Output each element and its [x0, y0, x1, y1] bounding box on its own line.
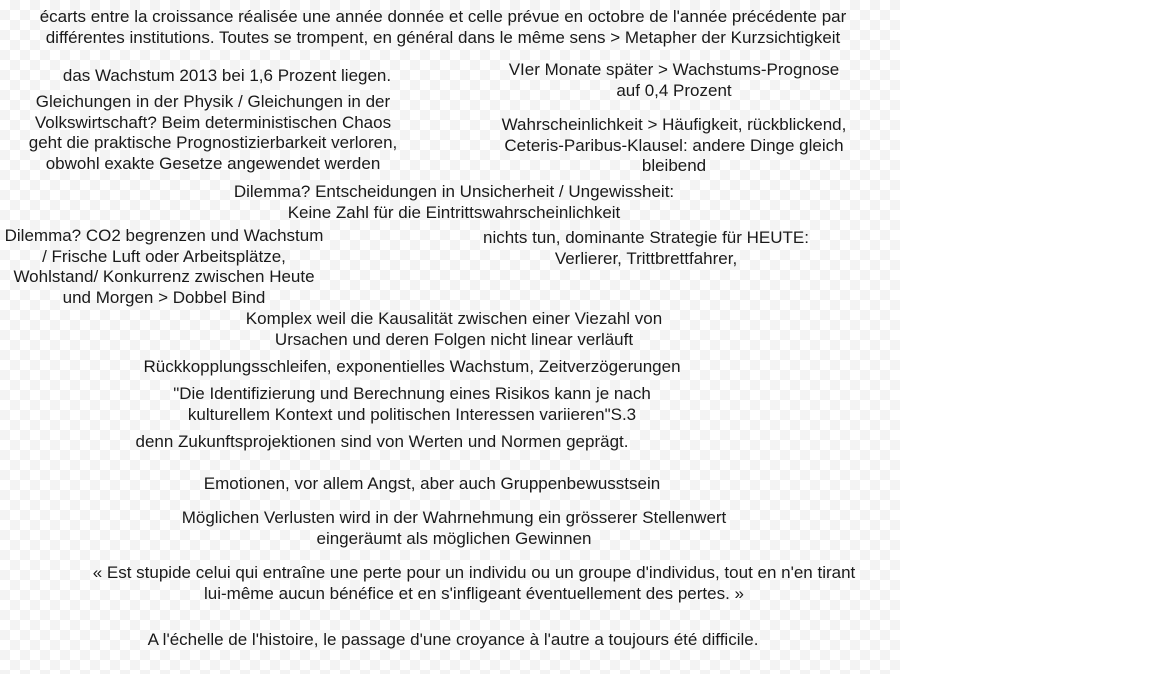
zukunft-note[interactable]: denn Zukunftsprojektionen sind von Werten und Normen geprägt. — [135, 432, 629, 451]
prognose-note[interactable]: VIer Monate später > Wachstums-Prognose auf 0,4 Prozent — [508, 60, 840, 100]
wahrscheinlichkeit-note[interactable]: Wahrscheinlichkeit > Häufigkeit, rückblickend, Ceteris-Paribus-Klausel: andere Dinge gleich bleibend — [501, 115, 847, 175]
rueckkopplung-note[interactable]: Rückkopplungsschleifen, exponentielles Wachstum, Zeitverzögerungen — [143, 357, 681, 376]
ecarts-note[interactable]: écarts entre la croissance réalisée une année donnée et celle prévue en octobre de l'année précédente par différentes institutions. Toutes se trompent, en général dans le même sens > Metapher der Kurzsichtigkeit — [39, 7, 847, 47]
dilemma-unsicherheit-note[interactable]: Dilemma? Entscheidungen in Unsicherheit / Ungewissheit: Keine Zahl für die Eintrittswahrscheinlichkeit — [233, 182, 675, 222]
histoire-note[interactable]: A l'échelle de l'histoire, le passage d'une croyance à l'autre a toujours été difficile. — [147, 630, 759, 649]
wachstum-2013-note[interactable]: das Wachstum 2013 bei 1,6 Prozent liegen. — [62, 66, 392, 85]
risiko-quote-note[interactable]: "Die Identifizierung und Berechnung eines Risikos kann je nach kulturellem Kontext und politischen Interessen variieren"S.3 — [173, 384, 651, 424]
emotionen-note[interactable]: Emotionen, vor allem Angst, aber auch Gruppenbewusstsein — [203, 474, 661, 493]
dilemma-co2-note[interactable]: Dilemma? CO2 begrenzen und Wachstum / Frische Luft oder Arbeitsplätze, Wohlstand/ Konkurrenz zwischen Heute und Morgen > Dobbel Bind — [4, 226, 324, 307]
gleichungen-note[interactable]: Gleichungen in der Physik / Gleichungen in der Volkswirtschaft? Beim deterministischen Chaos geht die praktische Prognostizierbarkeit verloren, obwohl exakte Gesetze angewendet werden — [28, 92, 398, 173]
nichts-tun-note[interactable]: nichts tun, dominante Strategie für HEUTE: Verlierer, Trittbrettfahrer, — [483, 228, 809, 268]
stupide-quote-note[interactable]: « Est stupide celui qui entraîne une perte pour un individu ou un groupe d'individus, tout en n'en tirant lui-même aucun bénéfice et en s'infligeant éventuellement des pertes. » — [92, 563, 856, 603]
verluste-note[interactable]: Möglichen Verlusten wird in der Wahrnehmung ein grösserer Stellenwert eingeräumt als möglichen Gewinnen — [181, 508, 727, 548]
komplex-note[interactable]: Komplex weil die Kausalität zwischen einer Viezahl von Ursachen und deren Folgen nicht linear verläuft — [245, 309, 663, 349]
